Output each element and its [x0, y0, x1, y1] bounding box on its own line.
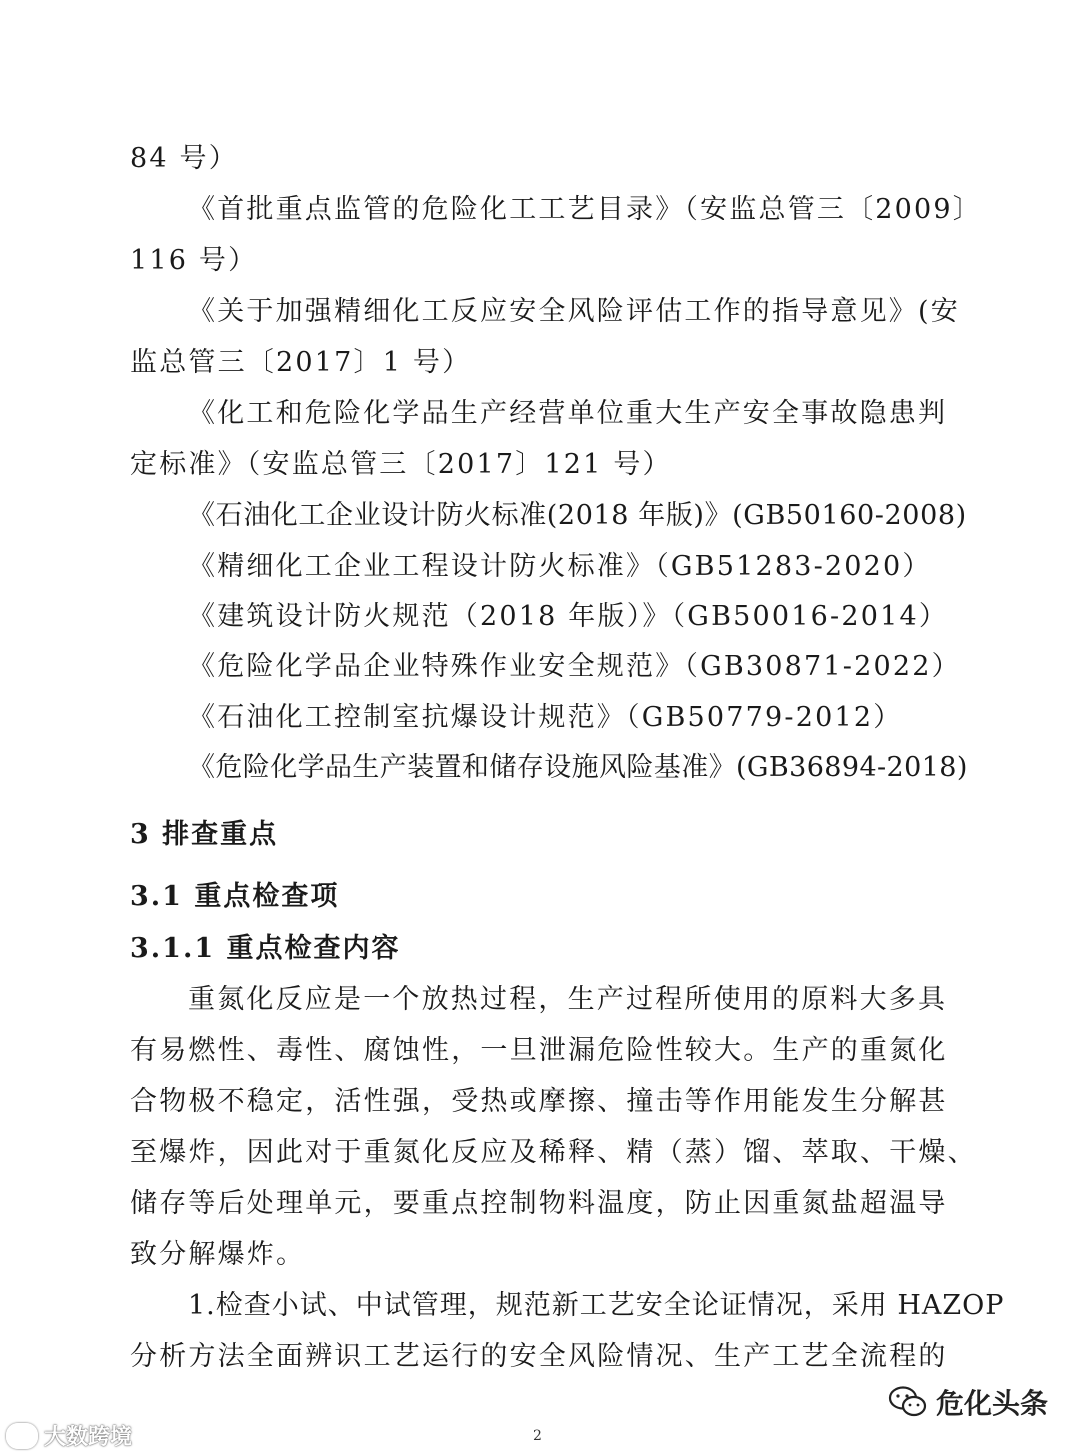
page-number: 2: [533, 1428, 542, 1444]
text-line: 《精细化工企业工程设计防火标准》（GB51283-2020）: [188, 551, 932, 582]
text-line: 有易燃性、毒性、腐蚀性，一旦泄漏危险性较大。生产的重氮化: [130, 1035, 948, 1066]
text-line: 《化工和危险化学品生产经营单位重大生产安全事故隐患判: [188, 398, 948, 429]
section-heading: 3 排查重点: [130, 819, 279, 850]
text-line: 分析方法全面辨识工艺运行的安全风险情况、生产工艺全流程的: [130, 1341, 948, 1372]
text-line: 合物极不稳定，活性强，受热或摩擦、撞击等作用能发生分解甚: [130, 1086, 948, 1117]
logo-icon: [6, 1423, 38, 1449]
watermark-right: [888, 1382, 1048, 1422]
text-line: 重氮化反应是一个放热过程，生产过程所使用的原料大多具: [188, 984, 948, 1015]
text-line: 《建筑设计防火规范（2018 年版）》（GB50016-2014）: [188, 601, 949, 632]
text-line: 84 号）: [130, 143, 238, 174]
text-line: 《危险化学品生产装置和储存设施风险基准》(GB36894-2018): [188, 752, 968, 783]
text-line: 《首批重点监管的危险化工工艺目录》（安监总管三〔2009〕: [188, 194, 983, 225]
text-line: 1.检查小试、中试管理，规范新工艺安全论证情况，采用 HAZOP: [188, 1290, 1005, 1321]
text-line: 《危险化学品企业特殊作业安全规范》（GB30871-2022）: [188, 651, 961, 682]
watermark-left-text: 大数跨境: [44, 1425, 133, 1450]
text-line: 储存等后处理单元，要重点控制物料温度，防止因重氮盐超温导: [130, 1188, 948, 1219]
text-line: 《石油化工企业设计防火标准(2018 年版)》(GB50160-2008): [188, 500, 967, 531]
watermark-left: [6, 1420, 132, 1451]
text-line: 致分解爆炸。: [130, 1239, 306, 1270]
text-line: 定标准》（安监总管三〔2017〕121 号）: [130, 449, 672, 480]
text-line: 监总管三〔2017〕1 号）: [130, 347, 472, 378]
text-line: 至爆炸，因此对于重氮化反应及稀释、精（蒸）馏、萃取、干燥、: [130, 1137, 977, 1168]
text-line: 《关于加强精细化工反应安全风险评估工作的指导意见》(安: [188, 296, 960, 327]
watermark-right-text: 危化头条: [936, 1387, 1049, 1420]
text-line: 116 号）: [130, 245, 258, 276]
wechat-icon: [888, 1385, 928, 1419]
text-line: 《石油化工控制室抗爆设计规范》（GB50779-2012）: [188, 702, 903, 733]
section-heading: 3.1.1 重点检查内容: [130, 933, 401, 964]
section-heading: 3.1 重点检查项: [130, 881, 340, 912]
